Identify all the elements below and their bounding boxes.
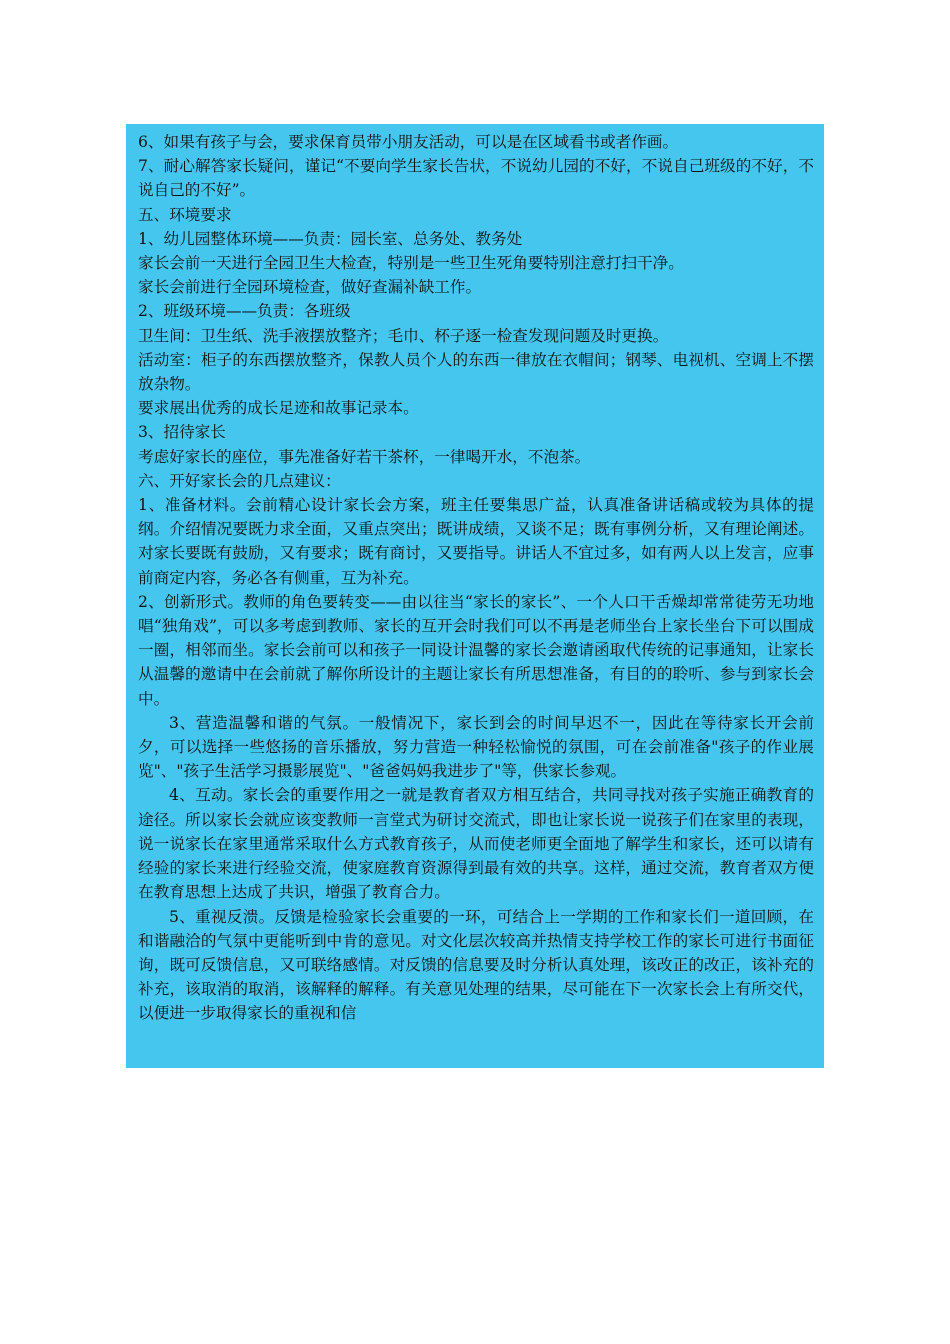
paragraph-seating: 考虑好家长的座位，事先准备好若干茶杯，一律喝开水，不泡茶。 <box>138 447 591 466</box>
section-heading-suggestions: 六、开好家长会的几点建议： <box>138 471 341 490</box>
paragraph-cleaning-check: 家长会前一天进行全园卫生大检查，特别是一些卫生死角要特别注意打扫干净。 <box>138 254 684 273</box>
paragraph-item-7: 7、耐心解答家长疑问，谨记“不要向学生家长告状，不说幼儿园的不好，不说自己班级的不好，不说自己的不好”。 <box>138 157 814 200</box>
paragraph-interaction: 4、互动。家长会的重要作用之一就是教育者双方相互结合，共同寻找对孩子实施正确教育的途径。所以家长会就应该变教师一言堂式为研讨交流式，即也让家长说一说孩子们在家里的表现，说一说家长在家里通常采取什么方式教育孩子，从而使老师更全面地了解学生和家长，还可以请有经验的家长来进行经验交流，使家庭教育资源得到最有效的共享。这样，通过交流，教育者双方便在教育思想上达成了共识，增强了教育合力。 <box>138 786 814 902</box>
paragraph-innovative-format: 2、创新形式。教师的角色要转变——由以往当“家长的家长”、一个人口干舌燥却常常徒劳无功地唱“独角戏”，可以多考虑到教师、家长的互开会时我们可以不再是老师坐台上家长坐台下可以围成一圈，相邻而坐。家长会前可以和孩子一同设计温馨的家长会邀请函取代传统的记事通知，让家长从温馨的邀请中在会前就了解你所设计的主题让家长有所思想准备，有目的的聆听、参与到家长会中。 <box>138 592 814 708</box>
paragraph-environment-check: 家长会前进行全园环境检查，做好查漏补缺工作。 <box>138 278 482 297</box>
paragraph-activity-room: 活动室：柜子的东西摆放整齐，保教人员个人的东西一律放在衣帽间；钢琴、电视机、空调上不摆放杂物。 <box>138 350 814 394</box>
paragraph-feedback: 5、重视反溃。反馈是检验家长会重要的一环，可结合上一学期的工作和家长们一道回顾，在和谐融洽的气氛中更能听到中肯的意见。对文化层次较高并热情支持学校工作的家长可进行书面征询，既可反馈信息，又可联络感情。对反馈的信息要及时分析认真处理，该改正的改正，该补充的补充，该取消的取消，该解释的解释。有关意见处理的结果，尽可能在下一次家长会上有所交代，以便进一步取得家长的重视和信 <box>138 907 814 1023</box>
paragraph-warm-atmosphere: 3、营造温馨和谐的气氛。一般情况下，家长到会的时间早迟不一，因此在等待家长开会前夕，可以选择一些悠扬的音乐播放，努力营造一种轻松愉悦的氛围，可在会前准备"孩子的作业展览"、"孩子生活学习摄影展览"、"爸爸妈妈我进步了"等，供家长参观。 <box>138 713 814 781</box>
paragraph-restroom: 卫生间：卫生纸、洗手液摆放整齐；毛巾、杯子逐一检查发现问题及时更换。 <box>138 326 669 345</box>
subheading-class-environment: 2、班级环境——负责：各班级 <box>138 302 351 321</box>
subheading-receive-parents: 3、招待家长 <box>138 423 226 442</box>
paragraph-prepare-materials: 1、准备材料。会前精心设计家长会方案，班主任要集思广益，认真准备讲话稿或较为具体的提纲。介绍情况要既力求全面，又重点突出；既讲成绩，又谈不足；既有事例分析，又有理论阐述。对家长要既有鼓励，又有要求；既有商讨，又要指导。讲话人不宜过多，如有两人以上发言，应事前商定内容，务必各有侧重，互为补充。 <box>138 496 814 587</box>
document-panel <box>126 124 824 1068</box>
section-heading-environment: 五、环境要求 <box>138 205 232 224</box>
subheading-kindergarten-environment: 1、幼儿园整体环境——负责：园长室、总务处、教务处 <box>138 229 523 248</box>
paragraph-growth-records: 要求展出优秀的成长足迹和故事记录本。 <box>138 399 419 418</box>
paragraph-item-6: 6、如果有孩子与会，要求保育员带小朋友活动，可以是在区域看书或者作画。 <box>138 133 679 151</box>
